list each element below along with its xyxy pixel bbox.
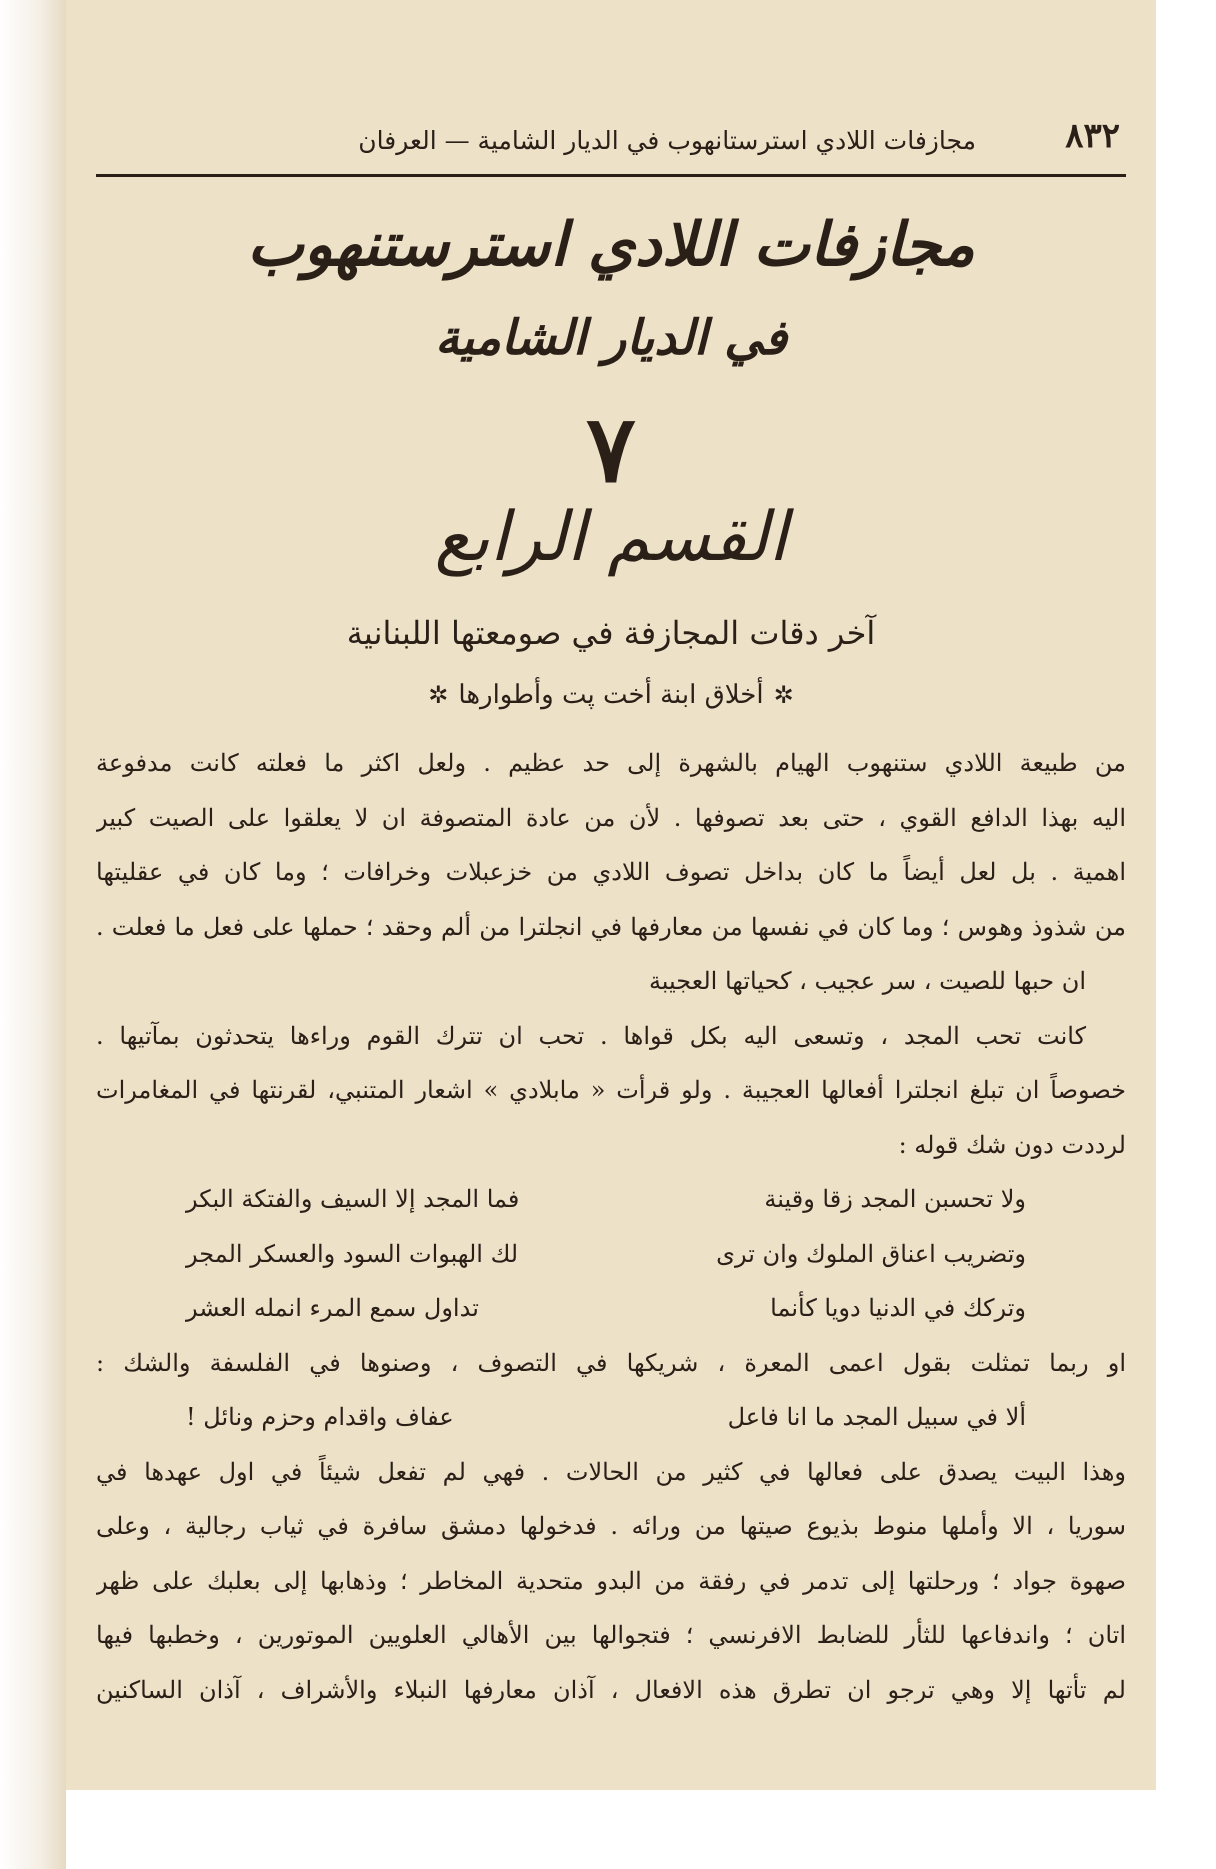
text-line: من طبيعة اللادي ستنهوب الهيام بالشهرة إلى حد عظيم . ولعل اكثر ما فعلته كانت مدفوعة [96,749,1126,777]
text-line: صهوة جواد ؛ ورحلتها إلى تدمر في رفقة من البدو متحدية المخاطر ؛ وذهابها إلى بعلبك على ظهر [96,1566,1126,1595]
article-title-line2: في الديار الشامية [434,310,788,366]
subheading [66,680,1156,710]
verse-line [186,1172,1026,1227]
ornament-icon: ✲ [428,681,449,709]
verse-line [186,1227,1026,1282]
text-line: وهذا البيت يصدق على فعالها في كثير من الحالات . فهي لم تفعل شيئاً في اول عهدها في [96,1457,1126,1486]
poem-verses [96,1172,1126,1336]
verse-hemistich-first: وتركك في الدنيا دويا كأنما [770,1294,1026,1322]
text-line: او ربما تمثلت بقول اعمى المعرة ، شريكها في التصوف ، وصنوها في الفلسفة والشك : [96,1348,1126,1377]
subheading-text: أخلاق ابنة أخت پت وأطوارها [458,680,764,710]
ornament-icon: ✲ [773,681,794,709]
article-body [96,736,1126,1717]
verse-line [186,1390,1026,1445]
text-line: سوريا ، الا وأملها منوط بذيوع صيتها من ورائه . فدخولها دمشق سافرة في ثياب رجالية ، وعلى [96,1512,1126,1540]
verse-hemistich-second: فما المجد إلا السيف والفتكة البكر [186,1185,520,1213]
text-line: اتان ؛ واندفاعها للثأر للضابط الافرنسي ؛ فتجوالها بين الأهالي العلويين الموتورين ، وخطبها فيها [96,1621,1126,1649]
article-title: مجازفات اللادي استرستنهوب [247,210,975,280]
verse-hemistich-second: عفاف واقدام وحزم ونائل ! [186,1403,454,1431]
header-rule [96,174,1126,177]
poem-verses [96,1390,1126,1445]
text-line: اليه بهذا الدافع القوي ، حتى بعد تصوفها . لأن من عادة المتصوفة ان لا يعلقوا على الصيت كبير [96,803,1126,832]
section-heading: القسم الرابع [434,498,788,577]
text-line: لم تأتها إلا وهي ترجو ان تطرق هذه الافعال ، آذان معارفها النبلاء والأشراف ، آذان الساكنين [96,1675,1126,1704]
verse-hemistich-first: ألا في سبيل المجد ما انا فاعل [727,1403,1026,1431]
running-title: مجازفات اللادي استرستانهوب في الديار الشامية — العرفان [358,126,976,155]
page-number: ٨٣٢ [1065,116,1120,156]
text-line: ان حبها للصيت ، سر عجيب ، كحياتها العجيبة [648,967,1086,995]
text-line: من شذوذ وهوس ؛ وما كان في نفسها من معارفها في انجلترا من ألم وحقد ؛ حملها على فعل ما فعلت . [96,912,1126,941]
text-line: اهمية . بل لعل أيضاً ما كان بداخل تصوف اللادي من خزعبلات وخرافات ؛ وما كان في عقليتها [96,858,1126,886]
text-line: كانت تحب المجد ، وتسعى اليه بكل قواها . تحب ان تترك القوم وراءها يتحدثون بمآتيها . [96,1021,1086,1050]
verse-hemistich-second: تداول سمع المرء انمله العشر [186,1294,479,1322]
text-line: لرددت دون شك قوله : [898,1130,1126,1159]
section-subtitle: آخر دقات المجازفة في صومعتها اللبنانية [346,614,876,652]
verse-hemistich-second: لك الهبوات السود والعسكر المجر [186,1239,519,1268]
verse-hemistich-first: وتضريب اعناق الملوك وان ترى [716,1239,1026,1268]
verse-line [186,1281,1026,1336]
text-line: خصوصاً ان تبلغ انجلترا أفعالها العجيبة . ولو قرأت « مابلادي » اشعار المتنبي، لقرنتها في المغامرات [96,1076,1126,1104]
book-page [66,0,1156,1790]
installment-number: ٧ [586,395,636,503]
verse-hemistich-first: ولا تحسبن المجد زقا وقينة [764,1185,1026,1213]
page-gutter [0,0,66,1869]
page-header [96,116,1126,172]
